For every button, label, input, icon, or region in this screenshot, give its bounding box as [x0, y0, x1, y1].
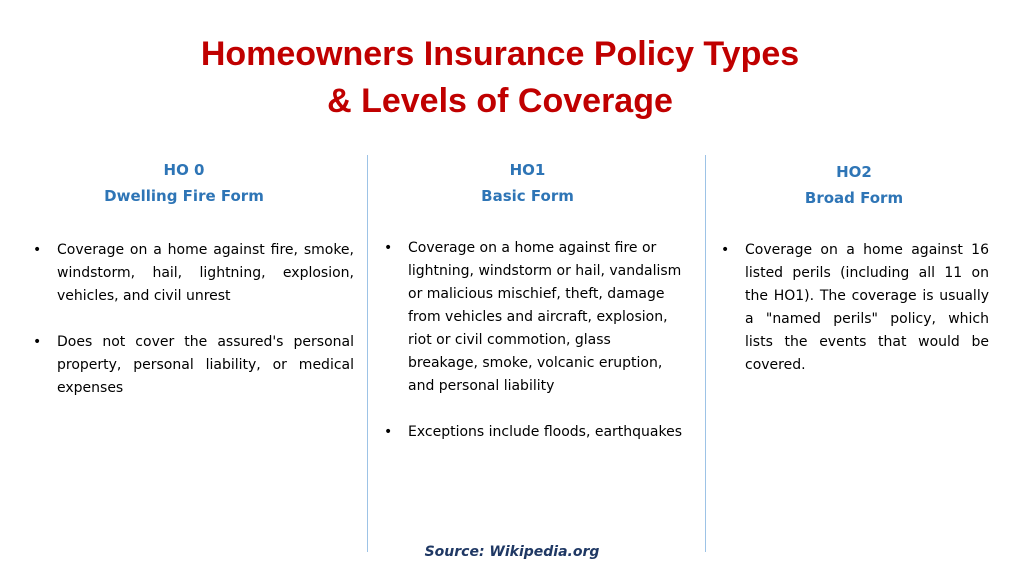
- ho2-bullet-coverage: • Coverage on a home against 16 listed perils (including all 11 on the HO1). The coverage is usually a "named perils" policy, which lists the events that would be covered.: [720, 239, 989, 377]
- ho1-heading: [380, 157, 675, 209]
- slide-title: [100, 31, 900, 125]
- source-caption: Source: Wikipedia.org: [424, 544, 600, 560]
- column-divider-left: [367, 155, 368, 552]
- ho0-code: HO 0: [163, 161, 205, 179]
- ho2-heading: [720, 159, 988, 211]
- ho1-name: Basic Form: [481, 187, 574, 205]
- ho0-bullet-coverage: • Coverage on a home against fire, smoke, windstorm, hail, lightning, explosion, vehicles, and civil unrest: [32, 239, 354, 308]
- ho0-bullet-exclusion: • Does not cover the assured's personal property, personal liability, or medical expenses: [32, 331, 354, 400]
- ho2-name: Broad Form: [804, 189, 904, 207]
- title-line-2: & Levels of Coverage: [327, 82, 673, 120]
- ho2-code: HO2: [836, 163, 872, 181]
- column-divider-right: [705, 155, 706, 552]
- ho0-name: Dwelling Fire Form: [104, 187, 264, 205]
- ho1-bullet-list: [383, 237, 683, 467]
- ho0-heading: [28, 157, 340, 209]
- ho1-bullet-coverage: • Coverage on a home against fire or lightning, windstorm or hail, vandalism or malicious mischief, theft, damage from vehicles and aircraft, explosion, riot or civil commotion, glass breakage, smoke, volcanic eruption, and personal liability: [383, 237, 683, 398]
- ho1-bullet-exceptions: • Exceptions include floods, earthquakes: [383, 421, 683, 444]
- title-line-1: Homeowners Insurance Policy Types: [200, 35, 800, 73]
- ho1-code: HO1: [509, 161, 546, 179]
- ho0-bullet-list: [32, 239, 354, 423]
- ho2-bullet-list: [720, 239, 989, 400]
